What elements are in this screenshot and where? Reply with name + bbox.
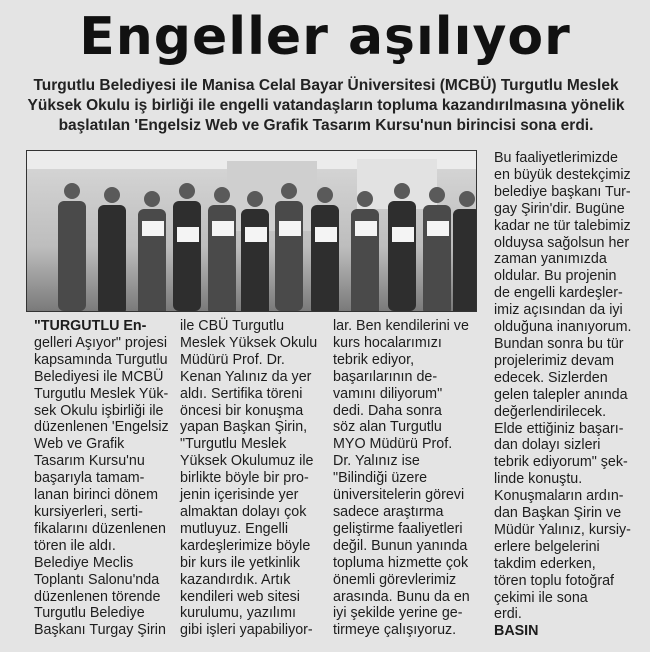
- article-line: takdim ederken,: [494, 555, 596, 572]
- person-figure: [317, 187, 333, 203]
- person-figure: [58, 201, 86, 311]
- article-line: Kenan Yalınız da yer: [180, 368, 312, 385]
- article-line: değil. Bunun yanında: [333, 537, 468, 554]
- person-figure: [144, 191, 160, 207]
- article-line: tirmeye çalışıyoruz.: [333, 622, 457, 639]
- article-line: projelerimiz devam: [494, 352, 614, 369]
- article-line: geliştirme faaliyetleri: [333, 520, 463, 537]
- person-figure: [64, 183, 80, 199]
- article-line: tebrik ediyor,: [333, 351, 415, 368]
- certificate: [392, 227, 414, 242]
- article-line: kendileri web sitesi: [180, 588, 300, 605]
- article-line: Turgutlu Belediye: [34, 605, 145, 622]
- article-line: belediye başkanı Tur-: [494, 183, 631, 200]
- article-line: "TURGUTLU En-: [34, 318, 147, 334]
- article-line: tören ile aldı.: [34, 537, 116, 554]
- article-line: de engelli kardeşler-: [494, 285, 623, 302]
- article-line: düzenlenen 'Engelsiz: [34, 419, 169, 436]
- article-line: Dr. Yalınız ise: [333, 453, 420, 470]
- article-line: vamını diliyorum": [333, 385, 443, 402]
- lead-line: Yüksek Okulu iş birliği ile engelli vatandaşların topluma kazandırılmasına yönelik: [27, 97, 625, 114]
- article-line: gelen talepler anında: [494, 386, 628, 403]
- article-line: kazandırdık. Artık: [180, 571, 291, 588]
- article-line: bir kurs ile yetkinlik: [180, 554, 300, 571]
- article-line: Belediye Meclis: [34, 554, 134, 571]
- lead-paragraph: [20, 76, 632, 136]
- person-figure: [281, 183, 297, 199]
- article-line: erlere belgelerini: [494, 538, 600, 555]
- article-line: söz alan Turgutlu: [333, 419, 442, 436]
- person-figure: [104, 187, 120, 203]
- article-line: olduğuna inanıyorum.: [494, 319, 632, 336]
- article-line: Müdürü Prof. Dr.: [180, 351, 285, 368]
- article-line: tören toplu fotoğraf: [494, 572, 615, 589]
- article-line: zaman yanımızda: [494, 251, 607, 268]
- article-line: mutluyuz. Engelli: [180, 520, 289, 537]
- article-line: sadece araştırma: [333, 503, 444, 520]
- article-line: Bundan sonra bu tür: [494, 335, 624, 352]
- article-line: imiz açısından da iyi: [494, 302, 623, 319]
- person-figure: [357, 191, 373, 207]
- group-photo-image: [27, 151, 476, 311]
- article-line: kadar ne tür talebimiz: [494, 217, 631, 234]
- article-line: iyi şekilde yerine ge-: [333, 605, 463, 622]
- article-line: "Turgutlu Meslek: [180, 436, 287, 453]
- article-line: arasında. Bunu da en: [333, 588, 470, 605]
- article-line: gay Şirin'dir. Bugüne: [494, 200, 625, 217]
- article-line: ile CBÜ Turgutlu: [180, 318, 285, 334]
- article-line: jenin içerisinde yer: [180, 487, 299, 504]
- article-line: birlikte böyle bir pro-: [180, 470, 309, 487]
- article-line: erdi.: [494, 606, 522, 623]
- article-line: kardeşlerimize böyle: [180, 537, 311, 554]
- article-line: Yüksek Okulumuz ile: [180, 453, 314, 470]
- article-line: Elde ettiğiniz başarı-: [494, 420, 624, 437]
- person-figure: [275, 201, 303, 311]
- article-line: Toplantı Salonu'nda: [34, 571, 160, 588]
- article-line: başarıyla tamam-: [34, 470, 145, 487]
- article-line: Müdür Yalınız, kursiy-: [494, 521, 631, 538]
- article-line: dan Başkan Şirin ve: [494, 505, 622, 522]
- article-line: kurulumu, yazılımı: [180, 605, 296, 622]
- person-figure: [423, 205, 451, 311]
- article-line: MYO Müdürü Prof.: [333, 436, 453, 453]
- person-figure: [98, 205, 126, 311]
- article-line: topluma hizmette çok: [333, 554, 469, 571]
- lead-line: Turgutlu Belediyesi ile Manisa Celal Bayar Üniversitesi (MCBÜ) Turgutlu Meslek: [33, 77, 619, 94]
- person-figure: [453, 209, 476, 311]
- person-figure: [208, 205, 236, 311]
- certificate: [177, 227, 199, 242]
- article-line: Web ve Grafik: [34, 436, 125, 453]
- article-line: dan dolayı sizleri: [494, 437, 601, 454]
- article-line: öncesi bir konuşma: [180, 402, 304, 419]
- article-line: Konuşmaların ardın-: [494, 488, 624, 505]
- article-line: edecek. Sizlerden: [494, 369, 608, 386]
- article-line: aldı. Sertifika töreni: [180, 385, 303, 402]
- person-figure: [247, 191, 263, 207]
- article-column-4: [494, 150, 642, 640]
- person-figure: [429, 187, 445, 203]
- article-line: almaktan dolayı çok: [180, 503, 307, 520]
- person-figure: [241, 209, 269, 311]
- person-figure: [459, 191, 475, 207]
- article-line: Tasarım Kursu'nu: [34, 453, 145, 470]
- certificate: [355, 221, 377, 236]
- article-line: en büyük destekçimiz: [494, 166, 631, 183]
- article-line: düzenlenen törende: [34, 588, 161, 605]
- byline: BASIN: [494, 623, 539, 640]
- article-column-2: [180, 318, 325, 639]
- article-line: gibi işleri yapabiliyor-: [180, 622, 313, 639]
- article-line: değerlendirilecek.: [494, 403, 607, 420]
- article-line: sek Okulu işbirliği ile: [34, 402, 164, 419]
- person-figure: [388, 201, 416, 311]
- person-figure: [311, 205, 339, 311]
- certificate: [245, 227, 267, 242]
- article-line: Başkanı Turgay Şirin: [34, 622, 166, 639]
- certificate: [279, 221, 301, 236]
- article-line: yapan Başkan Şirin,: [180, 419, 308, 436]
- group-photo: [26, 150, 477, 312]
- lead-line: başlatılan 'Engelsiz Web ve Grafik Tasarım Kursu'nun birincisi sona erdi.: [58, 117, 594, 134]
- article-line: linde konuştu.: [494, 471, 583, 488]
- article-line: tebrik ediyorum" şek-: [494, 454, 628, 471]
- article-line: Bu faaliyetlerimizde: [494, 150, 618, 166]
- person-figure: [394, 183, 410, 199]
- certificate: [142, 221, 164, 236]
- article-line: önemli görevlerimiz: [333, 571, 457, 588]
- article-line: lanan birinci dönem: [34, 487, 158, 504]
- article-line: kurs hocalarımızı: [333, 334, 442, 351]
- article-column-3: [333, 318, 483, 639]
- certificate: [427, 221, 449, 236]
- article-line: kursiyerleri, serti-: [34, 503, 143, 520]
- certificate: [212, 221, 234, 236]
- article-line: oldular. Bu projenin: [494, 268, 617, 285]
- article-column-1: [34, 318, 174, 639]
- article-line: "Bilindiği üzere: [333, 470, 428, 487]
- article-line: Turgutlu Meslek Yük-: [34, 385, 169, 402]
- article-line: başarılarının de-: [333, 368, 438, 385]
- article-line: Belediyesi ile MCBÜ: [34, 368, 164, 385]
- person-figure: [173, 201, 201, 311]
- article-line: gelleri Aşıyor" projesi: [34, 334, 168, 351]
- article-line: fikalarını düzenlenen: [34, 520, 166, 537]
- article-line: çekimi ile sona: [494, 589, 588, 606]
- certificate: [315, 227, 337, 242]
- person-figure: [214, 187, 230, 203]
- article-line: Meslek Yüksek Okulu: [180, 334, 318, 351]
- article-line: lar. Ben kendilerini ve: [333, 318, 469, 334]
- article-line: olduysa sağolsun her: [494, 234, 630, 251]
- article-line: dedi. Daha sonra: [333, 402, 442, 419]
- person-figure: [179, 183, 195, 199]
- article-line: üniversitelerin görevi: [333, 487, 465, 504]
- headline: Engeller aşılıyor: [79, 7, 571, 67]
- article-line: kapsamında Turgutlu: [34, 351, 168, 368]
